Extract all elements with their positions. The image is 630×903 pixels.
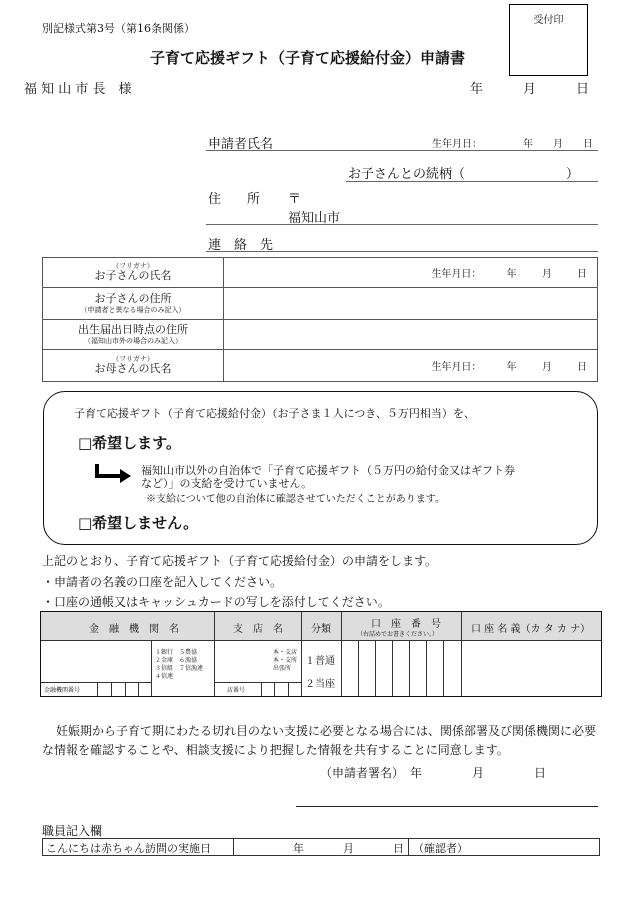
header-account-holder: 口 座 名 義（カ タ カ ナ）: [471, 624, 591, 635]
address-city: 福知山市: [288, 211, 341, 226]
inst-type-1: １銀行 ５農協: [155, 649, 198, 656]
bullet-own-account: ・申請者の名義の口座を記入してください。: [42, 575, 283, 589]
staff-section-title: 職員記入欄: [42, 824, 103, 838]
applicant-name-line[interactable]: [206, 150, 598, 151]
furigana-label: （フリガナ）: [112, 355, 154, 364]
table-row: [43, 350, 598, 382]
applicant-dob-year: 年: [523, 139, 533, 150]
gift-condition-note: ※支給について他の自治体に確認させていただくことがあります。: [146, 494, 445, 505]
account-holder-field[interactable]: [461, 640, 601, 696]
visit-date-label: こんにちは赤ちゃん訪問の実施日: [46, 842, 211, 855]
branch-type-2: 本・支所: [273, 657, 298, 664]
child-info-table: [42, 257, 598, 382]
inst-type-2: ２金庫 ６漁協: [155, 657, 198, 664]
consent-line1: 妊娠期から子育て期にわたる切れ目のない支援に必要となる場合には、関係部署及び関係機関に必要: [56, 724, 597, 738]
child-dob-label: 生年月日：: [431, 269, 482, 280]
institution-code-label: 金融機関番号: [44, 687, 81, 694]
form-code: 別記様式第3号（第16条関係）: [42, 22, 195, 35]
header-account-number: 口 座 番 号: [371, 619, 441, 630]
applicant-dob-month: 月: [553, 139, 563, 150]
applicant-dob-label: 生年月日：: [432, 139, 482, 150]
page-title: 子育て応援ギフト（子育て応援給付金）申請書: [150, 49, 466, 67]
visit-date-field[interactable]: [233, 839, 408, 855]
branch-code-label: 店番号: [227, 687, 246, 694]
relation-close: ）: [566, 167, 580, 182]
inst-type-4: ４信連: [155, 673, 174, 680]
signature-line[interactable]: [296, 806, 598, 807]
visit-month: 月: [343, 842, 354, 855]
child-address-label: [43, 288, 224, 320]
child-name-text: お子さんの氏名: [94, 269, 172, 283]
checker-label: （確認者）: [413, 842, 468, 855]
sign-month: 月: [472, 766, 485, 780]
header-institution: 金 融 機 関 名: [89, 624, 179, 635]
address-line[interactable]: [206, 224, 598, 225]
contact-line[interactable]: [206, 251, 598, 252]
arrow-right-icon: [94, 462, 134, 484]
sign-year: 年: [410, 766, 423, 780]
gift-intro: 子育て応援ギフト（子育て応援給付金）（お子さま１人につき、５万円相当）を、: [74, 407, 475, 420]
applicant-dob-day: 日: [583, 139, 593, 150]
mother-name-field[interactable]: [224, 350, 598, 382]
contact-label: 連 絡 先: [208, 238, 274, 253]
option-yes-checkbox[interactable]: □希望します。: [78, 434, 181, 452]
relation-line[interactable]: [346, 181, 598, 182]
mother-dob-year: 年: [506, 362, 517, 373]
branch-name-field[interactable]: [214, 640, 272, 682]
child-dob-year: 年: [506, 269, 517, 280]
header-account-note: （右詰めでお書きください。）: [357, 631, 439, 638]
gift-condition-line2: など）」の支給を受けていません。: [141, 477, 313, 490]
reception-stamp-box: [509, 4, 588, 76]
stamp-label: 受付印: [533, 15, 564, 26]
branch-type-1: 本・支店: [273, 649, 298, 656]
option-no-checkbox[interactable]: □希望しません。: [78, 514, 199, 532]
child-dob-month: 月: [541, 269, 552, 280]
relation-label: お子さんとの続柄（: [348, 167, 466, 182]
child-dob-day: 日: [577, 269, 587, 280]
visit-day: 日: [393, 842, 404, 855]
gift-condition-line1: 福知山市以外の自治体で「子育て応援ギフト（５万円の給付金又はギフト券: [141, 464, 515, 477]
addressee: 福 知 山 市 長 様: [24, 82, 132, 97]
birth-address-text: 出生届出日時点の住所: [78, 323, 188, 337]
visit-year: 年: [293, 842, 304, 855]
declaration-text: 上記のとおり、子育て応援ギフト（子育て応援給付金）の申請をします。: [42, 554, 438, 568]
birth-address-label: [43, 320, 224, 350]
birth-address-field[interactable]: [224, 320, 598, 350]
child-address-note: （申請者と異なる場合のみ記入）: [80, 305, 186, 314]
signature-label: （申請者署名）: [320, 766, 405, 780]
consent-line2: な情報を確認することや、相談支援により把握した情報を共有することに同意します。: [42, 743, 509, 757]
staff-table: [42, 838, 600, 856]
table-row: [43, 320, 598, 350]
header-branch: 支 店 名: [233, 624, 283, 635]
bank-account-table: [40, 611, 602, 697]
applicant-name-label: 申請者氏名: [208, 137, 274, 152]
type-ordinary[interactable]: １普通: [305, 656, 335, 667]
furigana-label: （フリガナ）: [112, 262, 154, 271]
mother-dob-label: 生年月日：: [431, 362, 482, 373]
bullet-attach-copy: ・口座の通帳又はキャッシュカードの写しを添付してください。: [42, 595, 390, 609]
postal-mark: 〒: [288, 192, 302, 207]
table-row: [43, 288, 598, 320]
mother-dob-day: 日: [577, 362, 587, 373]
child-name-field[interactable]: [224, 258, 598, 288]
inst-type-3: ３信組 ７信漁連: [155, 665, 204, 672]
branch-types: [273, 649, 297, 673]
branch-type-3: 出張所: [273, 665, 292, 672]
date-year: 年: [470, 82, 484, 97]
institution-name-field[interactable]: [41, 640, 151, 682]
mother-dob-month: 月: [541, 362, 552, 373]
mother-name-text: お母さんの氏名: [94, 362, 172, 376]
mother-name-label: [43, 350, 224, 382]
child-address-text: お子さんの住所: [94, 292, 172, 306]
birth-address-note: （福知山市外の場合のみ記入）: [84, 336, 182, 345]
table-row: [43, 258, 598, 288]
address-label: 住 所: [208, 192, 261, 207]
type-current[interactable]: ２当座: [305, 679, 335, 690]
child-name-label: [43, 258, 224, 288]
institution-types: [155, 649, 203, 681]
child-address-field[interactable]: [224, 288, 598, 320]
gift-option-box: [43, 391, 598, 545]
header-type: 分類: [311, 624, 331, 635]
date-day: 日: [576, 82, 590, 97]
account-number-field[interactable]: [341, 640, 461, 696]
date-month: 月: [523, 82, 537, 97]
sign-day: 日: [534, 766, 547, 780]
